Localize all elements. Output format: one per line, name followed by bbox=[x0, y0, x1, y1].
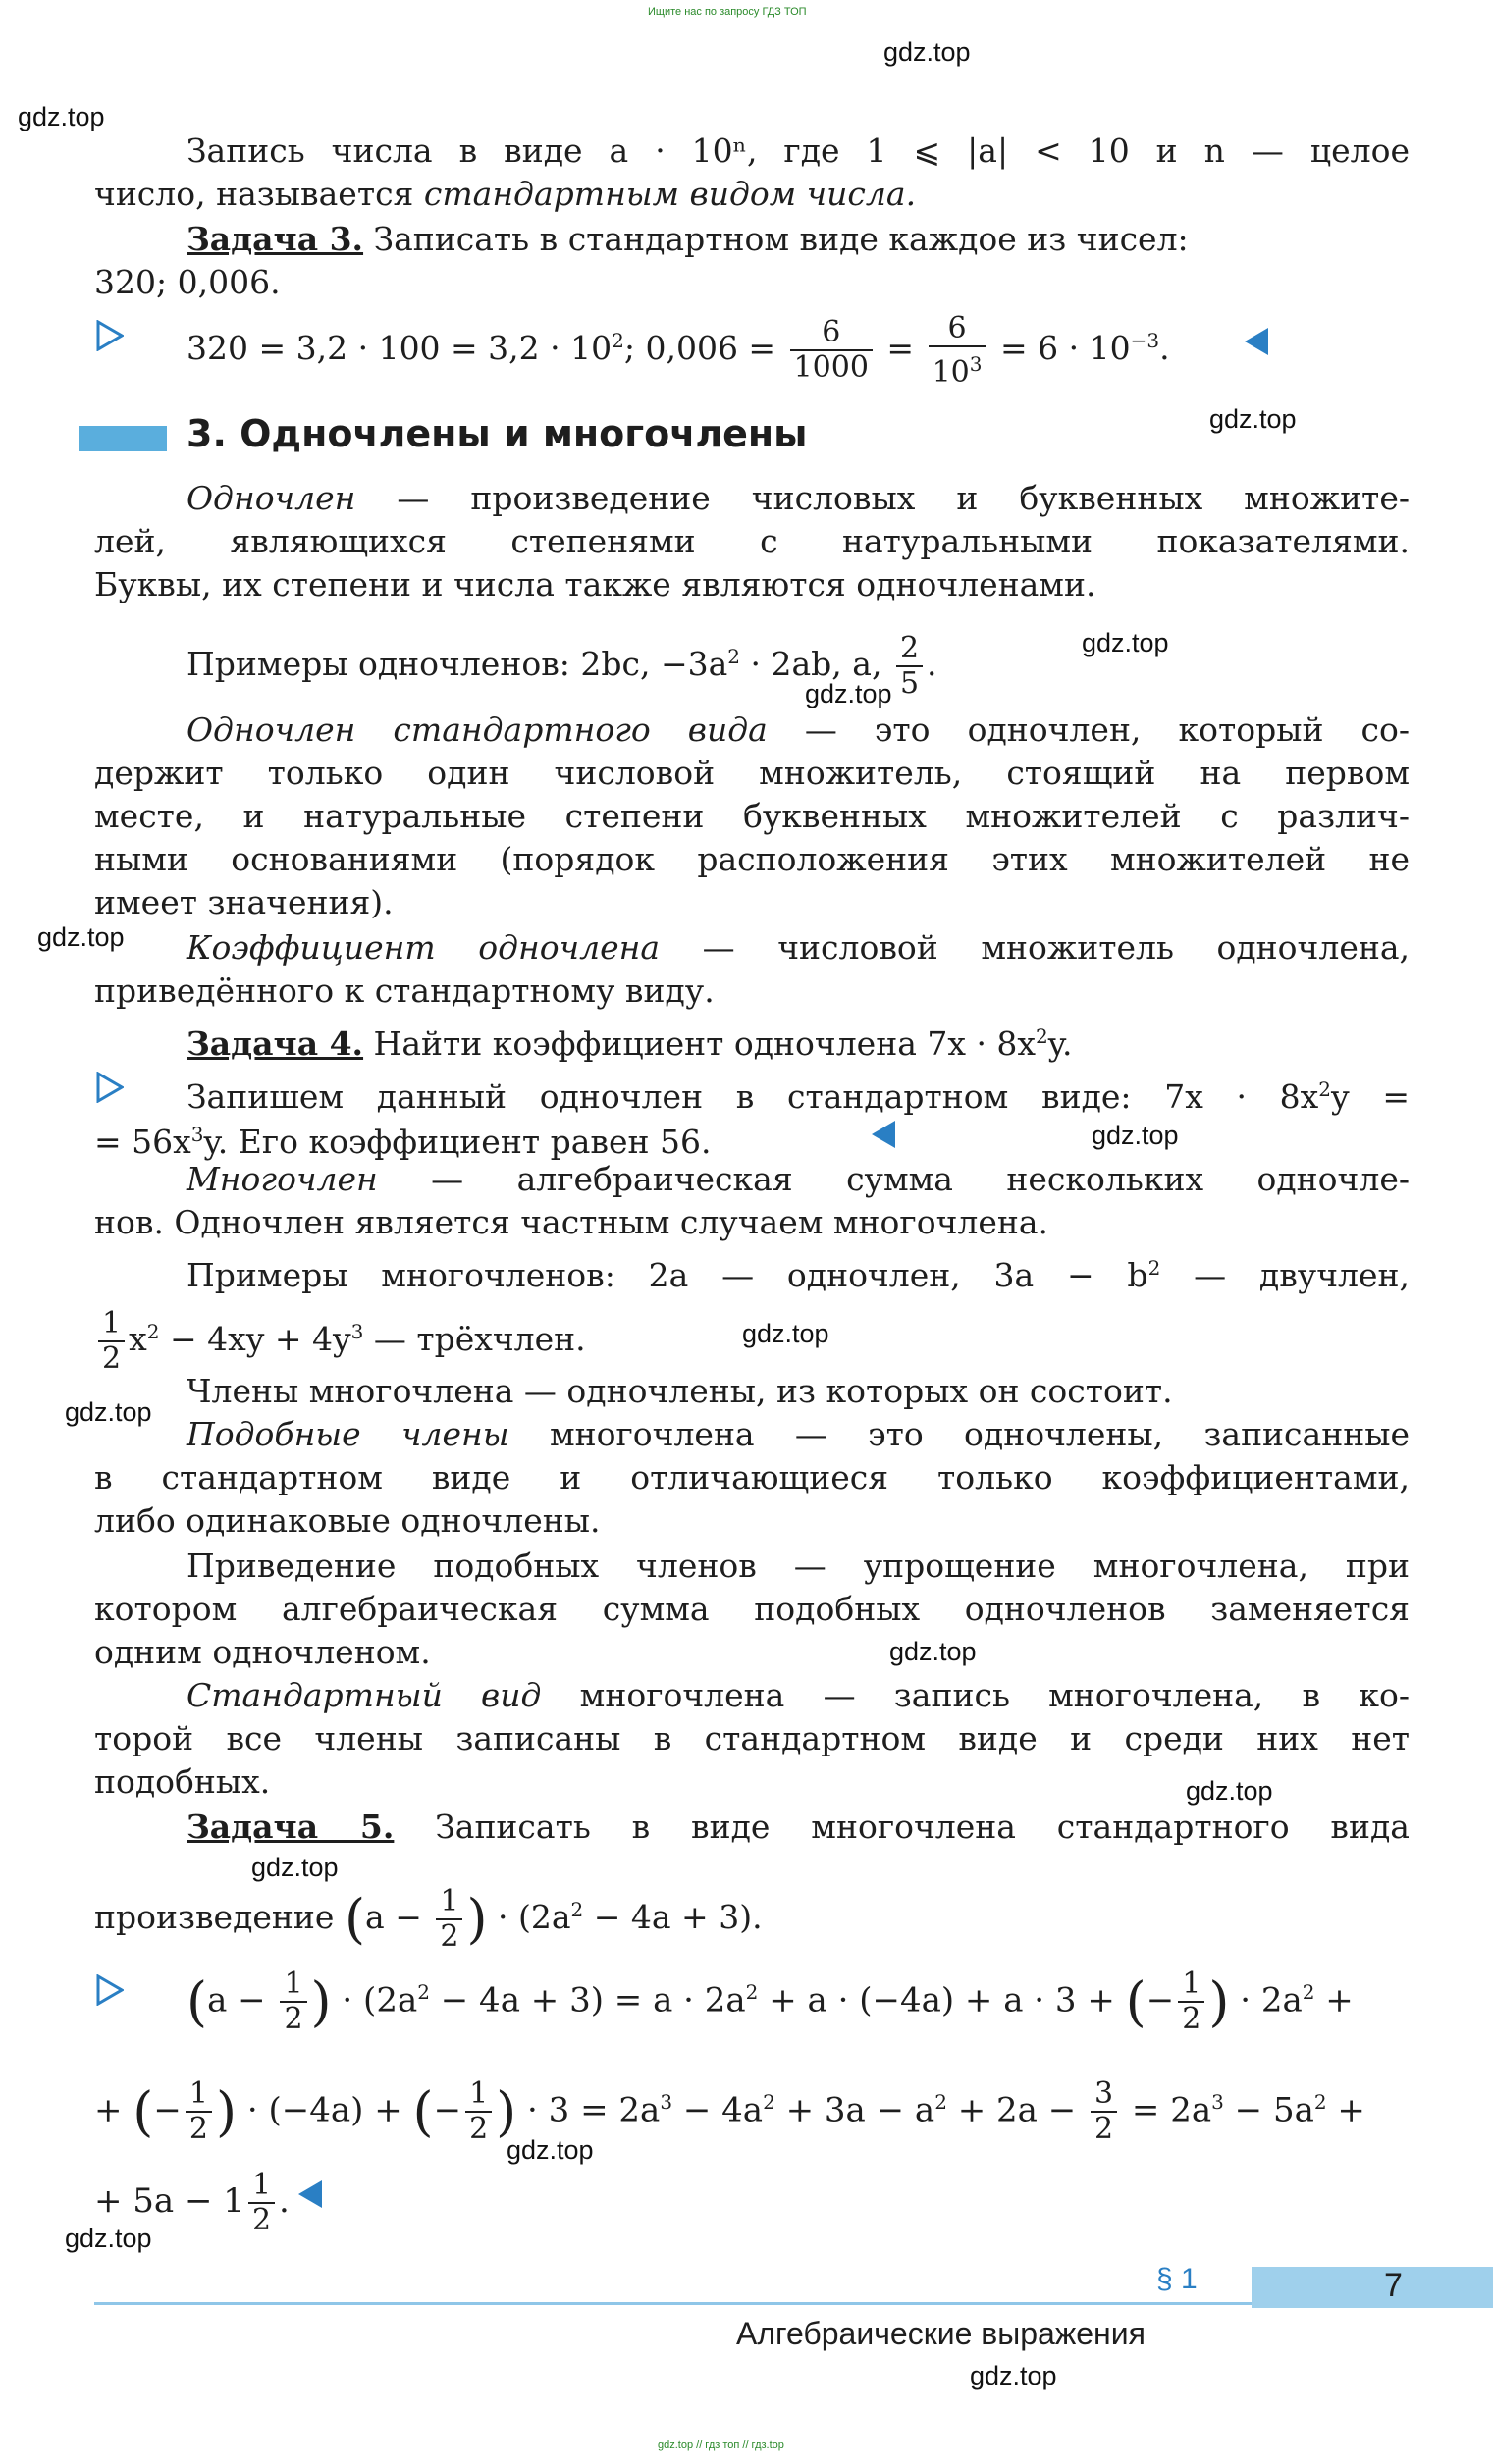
fraction: $\frac{6}{10^3}$ bbox=[929, 312, 986, 390]
fraction: $\frac{1}{2}$ bbox=[465, 2077, 492, 2146]
text-line: ными основаниями (порядок расположения этих множителей не bbox=[94, 840, 1410, 878]
watermark: gdz.top bbox=[1092, 1121, 1179, 1150]
watermark: gdz.top bbox=[1209, 404, 1297, 434]
text-line: Одночлен — произведение числовых и буквенных множите- bbox=[187, 479, 1410, 517]
watermark: gdz.top bbox=[18, 102, 105, 131]
text-line: имеет значения). bbox=[94, 883, 394, 921]
watermark: gdz.top bbox=[1186, 1776, 1273, 1806]
fraction: $\frac{1}{2}$ bbox=[186, 2077, 212, 2146]
solution-line: = $56x^3y$. Его коэффициент равен 56. bbox=[94, 1123, 712, 1161]
text-line: в стандартном виде и отличающиеся только коэффициентами, bbox=[94, 1458, 1410, 1496]
task-4-title: Задача 4. Найти коэффициент одночлена $7x \cdot 8x^2y$. bbox=[187, 1024, 1073, 1063]
text-line: Стандартный вид многочлена — запись многочлена, в ко- bbox=[187, 1676, 1410, 1714]
solution-start-icon bbox=[96, 320, 124, 351]
text-line: число, называется стандартным видом числа. bbox=[94, 175, 917, 213]
text-line: Многочлен — алгебраическая сумма нескольких одночле- bbox=[187, 1160, 1410, 1198]
text-line: Подобные члены многочлена — это одночлены, записанные bbox=[187, 1415, 1410, 1453]
text-line: либо одинаковые одночлены. bbox=[94, 1501, 601, 1540]
solution-line: $320 = 3,2 \cdot 100 = 3,2 \cdot 10^2$; 0,006 = $\frac{6}{1000}$ = $\frac{6}{10^3}$ = $6 \cdot 10^{-3}$. bbox=[187, 310, 1170, 390]
solution-end-icon bbox=[1245, 328, 1268, 355]
page-number: 7 bbox=[1384, 2267, 1403, 2304]
footer-title: Алгебраические выражения bbox=[736, 2316, 1146, 2351]
text-line: месте, и натуральные степени буквенных множителей с различ- bbox=[94, 797, 1410, 835]
watermark: gdz.top bbox=[37, 922, 125, 952]
fraction: $\frac{6}{1000}$ bbox=[790, 316, 873, 385]
watermark: gdz.top bbox=[507, 2135, 594, 2165]
text-line: $\frac{1}{2}$ $x^2 - 4xy + 4y^3$ — трёхчлен. bbox=[94, 1297, 1410, 1376]
solution-start-icon bbox=[96, 1974, 124, 2006]
text-line: котором алгебраическая сумма подобных одночленов заменяется bbox=[94, 1590, 1410, 1628]
watermark: gdz.top bbox=[1082, 628, 1169, 657]
text-line: приведённого к стандартному виду. bbox=[94, 971, 715, 1010]
solution-end-icon bbox=[872, 1121, 895, 1148]
watermark: gdz.top bbox=[889, 1637, 977, 1666]
solution-line: + (− $\frac{1}{2}$ ) · (−4a) + (− $\frac{1}{2}$ ) · $3 = 2a^3 - 4a^2 + 3a - a^2 + 2a$ − $\frac{3}{2}$ = $2a^3 - 5a^2$ + bbox=[94, 2076, 1365, 2147]
text-line: Члены многочлена — одночлены, из которых он состоит. bbox=[187, 1372, 1173, 1410]
watermark: gdz.top bbox=[805, 679, 892, 708]
text-line: Буквы, их степени и числа также являются одночленами. bbox=[94, 565, 1096, 603]
text-line: Приведение подобных членов — упрощение многочлена, при bbox=[187, 1547, 1410, 1585]
top-note: Ищите нас по запросу ГДЗ ТОП bbox=[648, 6, 807, 18]
task-5-title: Задача 5. Записать в виде многочлена стандартного вида bbox=[187, 1808, 1410, 1846]
watermark: gdz.top bbox=[883, 37, 971, 67]
text-line: торой все члены записаны в стандартном виде и среди них нет bbox=[94, 1719, 1410, 1757]
watermark: gdz.top bbox=[742, 1319, 829, 1348]
text-line: Коэффициент одночлена — числовой множитель одночлена, bbox=[187, 928, 1411, 967]
watermark: gdz.top bbox=[251, 1853, 339, 1882]
text-line: Примеры одночленов: 2bc, $-3a^2 \cdot 2ab$, a, $\frac{2}{5}$ . bbox=[187, 631, 937, 701]
fraction: $\frac{1}{2}$ bbox=[436, 1885, 462, 1954]
watermark: gdz.top bbox=[65, 1397, 152, 1427]
watermark: gdz.top bbox=[970, 2361, 1057, 2390]
text-line: нов. Одночлен является частным случаем многочлена. bbox=[94, 1203, 1049, 1241]
text-line: подобных. bbox=[94, 1762, 271, 1801]
text-line: 320; 0,006. bbox=[94, 263, 281, 301]
fraction: $\frac{1}{2}$ bbox=[98, 1307, 125, 1376]
footer-line bbox=[94, 2302, 1254, 2305]
solution-line: Запишем данный одночлен в стандартном виде: $7x \cdot 8x^2y$ = bbox=[187, 1077, 1410, 1116]
solution-start-icon bbox=[96, 1072, 124, 1103]
section-bar bbox=[79, 426, 167, 451]
fraction: $\frac{3}{2}$ bbox=[1091, 2077, 1117, 2146]
solution-line: (a − $\frac{1}{2}$ ) · $(2a^2 - 4a + 3) = a \cdot 2a^2 + a \cdot (-4a) + a \cdot 3$ + (− $\frac{1}{2}$ ) · $2a^2$ + bbox=[187, 1966, 1354, 2037]
bottom-note: gdz.top // гдз топ // гдз.top bbox=[658, 2439, 784, 2451]
fraction: $\frac{1}{2}$ bbox=[248, 2169, 275, 2237]
footer-paragraph: § 1 bbox=[1156, 2263, 1198, 2295]
footer-box bbox=[1252, 2267, 1493, 2308]
fraction: $\frac{2}{5}$ bbox=[896, 632, 923, 701]
text-line: Одночлен стандартного вида — это одночлен, который со- bbox=[187, 710, 1411, 749]
watermark: gdz.top bbox=[65, 2224, 152, 2253]
text-line: Примеры многочленов: 2a — одночлен, $3a - b^2$ — двучлен, bbox=[187, 1256, 1410, 1294]
text-line: держит только один числовой множитель, стоящий на первом bbox=[94, 754, 1410, 792]
task-3-title: Задача 3. Записать в стандартном виде каждое из чисел: bbox=[187, 220, 1189, 258]
text-line: произведение (a − $\frac{1}{2}$ ) · $(2a^2 - 4a + 3)$. bbox=[94, 1884, 763, 1954]
fraction: $\frac{1}{2}$ bbox=[280, 1967, 306, 2036]
text-line: одним одночленом. bbox=[94, 1633, 431, 1671]
text-line: лей, являющихся степенями с натуральными показателями. bbox=[94, 522, 1410, 560]
text-line: Запись числа в виде a · 10ⁿ, где 1 ⩽ |a| < 10 и n — целое bbox=[187, 131, 1410, 170]
solution-end-icon bbox=[298, 2180, 322, 2208]
solution-line: + 5a − 1 $\frac{1}{2}$ . bbox=[94, 2168, 290, 2237]
section-title: 3. Одночлены и многочлены bbox=[187, 412, 808, 455]
fraction: $\frac{1}{2}$ bbox=[1178, 1967, 1204, 2036]
